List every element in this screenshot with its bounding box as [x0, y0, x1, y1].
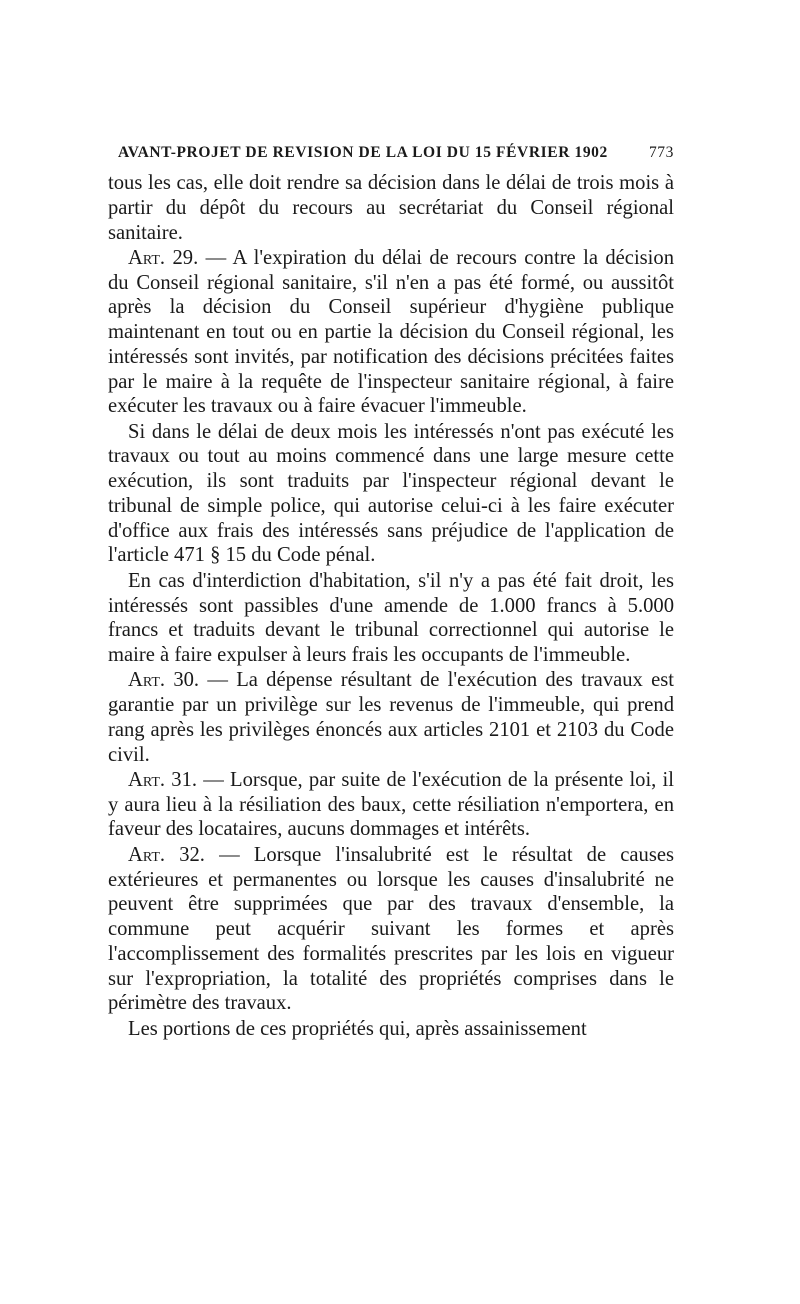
paragraph-text: — A l'expiration du délai de recours contre la décision du Conseil régional sanitaire, s'il n'en a pas été formé, ou aussitôt après la décision du Conseil supérieur d'hygiène publique maintenant en tout ou en partie la décision du Conseil régional, les intéressés sont invités, par notification des décisions précitées faites par le maire à la requête de l'inspecteur sanitaire régional, à faire exécuter les travaux ou à faire évacuer l'immeuble. [108, 246, 674, 418]
running-header [118, 135, 674, 171]
article-29 [108, 246, 674, 419]
article-label: Art. 30. [128, 669, 200, 692]
page-number: 773 [648, 144, 674, 161]
body-text [108, 171, 674, 1041]
paragraph-text: — Lorsque, par suite de l'exécution de la présente loi, il y aura lieu à la résiliation des baux, cette résiliation n'emportera, en faveur des locataires, aucuns dommages et intérêts. [108, 768, 674, 841]
paragraph-continuation [108, 171, 674, 245]
paragraph-text: — La dépense résultant de l'exécution des travaux est garantie par un privilège sur les revenus de l'immeuble, qui prend rang après les privilèges énoncés aux articles 2101 et 2103 du Code civil. [108, 669, 674, 766]
paragraph-text: En cas d'interdiction d'habitation, s'il n'y a pas été fait droit, les intéressés sont passibles d'une amende de 1.000 francs à 5.000 francs et traduits devant le tribunal correctionnel qui autorise le maire à faire expulser à leurs frais les occupants de l'immeuble. [108, 569, 674, 667]
article-label: Art. 29. [128, 246, 199, 269]
article-31 [108, 768, 674, 842]
paragraph-text: tous les cas, elle doit rendre sa décision dans le délai de trois mois à partir du dépôt du recours au secrétariat du Conseil régional sanitaire. [108, 172, 674, 244]
paragraph-delai [108, 420, 674, 569]
article-label: Art. 32. [128, 843, 205, 866]
article-label: Art. 31. [128, 768, 198, 791]
article-30 [108, 668, 674, 767]
paragraph-interdiction [108, 569, 674, 668]
paragraph-text: — Lorsque l'insalubrité est le résultat de causes extérieures et permanentes ou lorsque les causes d'insalubrité ne peuvent être supprimées que par des travaux d'ensemble, la commune peut acquérir suivant les formes et après l'accomplissement des formalités prescrites par les lois en vigueur sur l'expropriation, la totalité des propriétés comprises dans le périmètre des travaux. [108, 843, 674, 1015]
article-32 [108, 843, 674, 1016]
running-title: AVANT-PROJET DE REVISION DE LA LOI DU 15 FÉVRIER 1902 [118, 144, 608, 161]
paragraph-text: Les portions de ces propriétés qui, après assainissement [128, 1017, 587, 1040]
book-page [108, 135, 674, 1041]
paragraph-portions [108, 1017, 674, 1042]
paragraph-text: Si dans le délai de deux mois les intéressés n'ont pas exécuté les travaux ou tout au moins commencé dans une large mesure cette exécution, ils sont traduits par l'inspecteur régional devant le tribunal de simple police, qui autorise celui-ci à les faire exécuter d'office aux frais des intéressés sans préjudice de l'application de l'article 471 § 15 du Code pénal. [108, 420, 674, 567]
